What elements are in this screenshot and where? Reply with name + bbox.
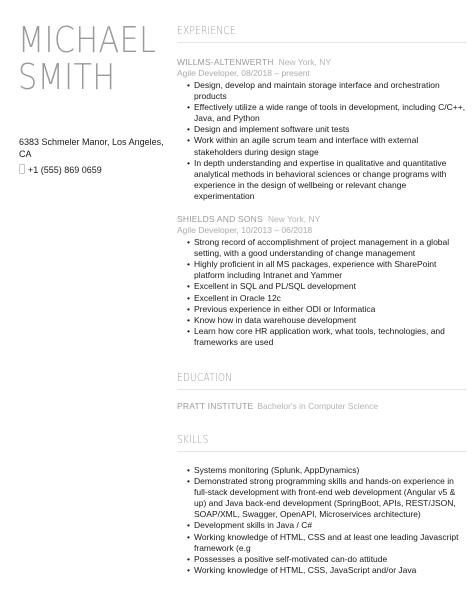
divider bbox=[177, 451, 467, 452]
list-item: • Learn how core HR application work, what tools, technologies, and frameworks are used bbox=[187, 326, 467, 348]
address: 6383 Schmeler Manor, Los Angeles, CA bbox=[19, 137, 164, 159]
list-item: • Know how in data warehouse development bbox=[187, 315, 467, 326]
last-name: SMITH bbox=[18, 57, 116, 98]
phone-number: +1 (555) 869 0659 bbox=[28, 165, 102, 175]
list-item: • Possesses a positive self-motivated can-do attitude bbox=[187, 554, 467, 565]
skills-heading: SKILLS bbox=[177, 432, 209, 446]
skills-section bbox=[177, 433, 467, 576]
job-org-line bbox=[177, 214, 467, 225]
job-role: Agile Developer, 08/2018 – present bbox=[177, 68, 310, 78]
list-item: • Highly proficient in all MS packages, experience with SharePoint platform including Intranet and Yammer bbox=[187, 259, 467, 281]
job-location: New York, NY bbox=[278, 57, 332, 67]
list-item: • Demonstrated strong programming skills and hands-on experience in full-stack development with front-end web development (Angular v5 & up) and Java back-end development (SpringBoot, APIs, REST/JSON, SOAP/XML, Swagger, OpenAPI, Microservices architecture) bbox=[187, 476, 467, 520]
list-item: • Design, develop and maintain storage interface and orchestration products bbox=[187, 80, 467, 102]
education-section bbox=[177, 371, 467, 412]
company-name: SHIELDS AND SONS bbox=[177, 214, 263, 225]
divider bbox=[177, 42, 467, 43]
list-item: • Excellent in SQL and PL/SQL development bbox=[187, 281, 467, 292]
experience-heading: EXPERIENCE bbox=[177, 24, 236, 37]
job-role: Agile Developer, 10/2013 – 06/2018 bbox=[177, 225, 313, 236]
contact-info bbox=[19, 136, 169, 176]
job-entry bbox=[177, 214, 467, 348]
job-entry bbox=[177, 57, 467, 202]
job-bullets bbox=[177, 237, 467, 348]
candidate-name bbox=[18, 22, 156, 96]
phone-icon bbox=[19, 164, 25, 174]
list-item: • Excellent in Oracle 12c bbox=[187, 293, 467, 304]
company-name: WILLMS-ALTENWERTH bbox=[177, 57, 274, 67]
list-item: • Working knowledge of HTML, CSS and at least one leading Javascript framework (e.g bbox=[187, 532, 467, 554]
skills-list bbox=[177, 465, 467, 576]
list-item: • Previous experience in either ODI or Informatica bbox=[187, 304, 467, 315]
list-item: • Strong record of accomplishment of project management in a global setting, with a good understanding of change management bbox=[187, 237, 467, 259]
list-item: • Work within an agile scrum team and interface with external stakeholders during design stage bbox=[187, 135, 467, 157]
degree: Bachelor's in Computer Science bbox=[257, 400, 379, 411]
job-bullets bbox=[177, 80, 467, 202]
list-item: • Working knowledge of HTML, CSS, JavaScript and/or Java bbox=[187, 565, 467, 576]
education-heading: EDUCATION bbox=[177, 370, 233, 384]
divider bbox=[177, 389, 467, 390]
list-item: • In depth understanding and expertise in qualitative and quantitative analytical methods in behavioral sciences or change programs with experience in the design of wellbeing or relevant change experimentation bbox=[187, 158, 467, 202]
main-column bbox=[177, 24, 467, 576]
job-org-line bbox=[177, 57, 467, 68]
job-location: New York, NY bbox=[267, 214, 321, 225]
education-entry bbox=[177, 401, 467, 412]
list-item: • Systems monitoring (Splunk, AppDynamics) bbox=[187, 465, 467, 476]
experience-section bbox=[177, 24, 467, 348]
list-item: • Design and implement software unit tests bbox=[187, 124, 467, 135]
list-item: • Effectively utilize a wide range of tools in development, including C/C++, Java, and Python bbox=[187, 102, 467, 124]
phone-row bbox=[19, 164, 169, 176]
first-name: MICHAEL bbox=[18, 20, 157, 61]
school-name: PRATT INSTITUTE bbox=[177, 400, 254, 411]
list-item: • Development skills in Java / C# bbox=[187, 520, 467, 531]
